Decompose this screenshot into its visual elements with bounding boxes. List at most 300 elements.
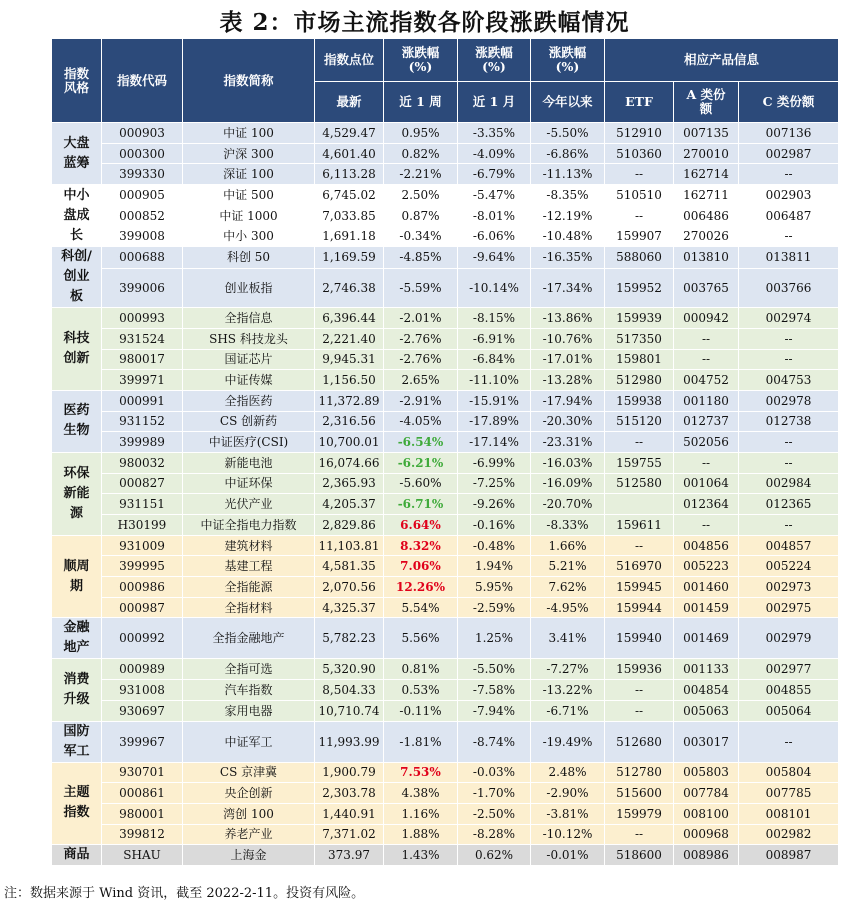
index-code: 399995 bbox=[102, 556, 183, 577]
category-cell: 国防 军工 bbox=[52, 721, 102, 762]
table-row bbox=[52, 349, 839, 370]
index-code: 000861 bbox=[102, 783, 183, 804]
change-ytd: -16.35% bbox=[531, 247, 605, 269]
c-share-code: 003766 bbox=[739, 268, 839, 308]
a-share-code: 005063 bbox=[674, 700, 739, 721]
index-point: 1,691.18 bbox=[315, 226, 384, 247]
c-share-code: 013811 bbox=[739, 247, 839, 269]
etf-code: 159755 bbox=[605, 452, 674, 473]
table-row bbox=[52, 308, 839, 329]
index-name: 沪深 300 bbox=[183, 143, 315, 164]
etf-code: 159907 bbox=[605, 226, 674, 247]
change-ytd: -11.13% bbox=[531, 164, 605, 185]
index-code: 399971 bbox=[102, 370, 183, 391]
change-1w: 4.38% bbox=[384, 783, 458, 804]
change-1w: 0.53% bbox=[384, 680, 458, 701]
change-1m: -17.89% bbox=[458, 411, 531, 432]
a-share-code: 008100 bbox=[674, 803, 739, 824]
change-1w: 1.16% bbox=[384, 803, 458, 824]
change-1w: -6.71% bbox=[384, 494, 458, 515]
index-code: 399989 bbox=[102, 432, 183, 453]
c-share-code: 002978 bbox=[739, 390, 839, 411]
index-name: 全指能源 bbox=[183, 577, 315, 598]
index-point: 2,829.86 bbox=[315, 515, 384, 536]
a-share-code: 270010 bbox=[674, 143, 739, 164]
header-c-share: C 类份额 bbox=[739, 82, 839, 123]
index-code: 980017 bbox=[102, 349, 183, 370]
header-chg-1w: 涨跌幅 (%) bbox=[384, 39, 458, 82]
a-share-code: 007784 bbox=[674, 783, 739, 804]
category-cell: 消费 升级 bbox=[52, 659, 102, 721]
change-ytd: -12.19% bbox=[531, 205, 605, 226]
etf-code: 515120 bbox=[605, 411, 674, 432]
change-1m: -9.64% bbox=[458, 247, 531, 269]
category-cell: 商品 bbox=[52, 845, 102, 866]
index-point: 2,221.40 bbox=[315, 328, 384, 349]
a-share-code: 001460 bbox=[674, 577, 739, 598]
change-1w: 2.50% bbox=[384, 185, 458, 206]
c-share-code: 006487 bbox=[739, 205, 839, 226]
index-point: 2,365.93 bbox=[315, 473, 384, 494]
change-ytd: -4.95% bbox=[531, 597, 605, 618]
change-1w: 0.95% bbox=[384, 123, 458, 144]
a-share-code: 007135 bbox=[674, 123, 739, 144]
change-1m: -0.48% bbox=[458, 535, 531, 556]
index-name: SHS 科技龙头 bbox=[183, 328, 315, 349]
c-share-code: 012738 bbox=[739, 411, 839, 432]
etf-code: 518600 bbox=[605, 845, 674, 866]
change-1w: -4.05% bbox=[384, 411, 458, 432]
change-ytd: -10.76% bbox=[531, 328, 605, 349]
index-name: 中证军工 bbox=[183, 721, 315, 762]
header-etf: ETF bbox=[605, 82, 674, 123]
change-ytd: -10.48% bbox=[531, 226, 605, 247]
table-row bbox=[52, 185, 839, 206]
index-name: 中证医疗(CSI) bbox=[183, 432, 315, 453]
c-share-code: -- bbox=[739, 432, 839, 453]
index-name: CS 京津冀 bbox=[183, 762, 315, 783]
c-share-code: -- bbox=[739, 515, 839, 536]
etf-code: -- bbox=[605, 700, 674, 721]
etf-code: 512980 bbox=[605, 370, 674, 391]
c-share-code: 005804 bbox=[739, 762, 839, 783]
index-name: 全指金融地产 bbox=[183, 618, 315, 659]
header-ytd: 今年以来 bbox=[531, 82, 605, 123]
index-point: 11,103.81 bbox=[315, 535, 384, 556]
header-product-info: 相应产品信息 bbox=[605, 39, 839, 82]
index-name: 全指材料 bbox=[183, 597, 315, 618]
etf-code: 588060 bbox=[605, 247, 674, 269]
a-share-code: 001180 bbox=[674, 390, 739, 411]
index-point: 2,303.78 bbox=[315, 783, 384, 804]
change-ytd: -3.81% bbox=[531, 803, 605, 824]
etf-code: -- bbox=[605, 535, 674, 556]
source-note: 注：数据来源于 Wind 资讯，截至 2022-2-11。投资有风险。 bbox=[4, 886, 365, 901]
change-1w: -5.60% bbox=[384, 473, 458, 494]
etf-code bbox=[605, 494, 674, 515]
change-1w: -2.76% bbox=[384, 349, 458, 370]
change-1m: -6.06% bbox=[458, 226, 531, 247]
index-name: 科创 50 bbox=[183, 247, 315, 269]
index-code: 000905 bbox=[102, 185, 183, 206]
table-row bbox=[52, 618, 839, 659]
change-1w: -0.34% bbox=[384, 226, 458, 247]
etf-code: 512680 bbox=[605, 721, 674, 762]
etf-code: 159940 bbox=[605, 618, 674, 659]
a-share-code: 502056 bbox=[674, 432, 739, 453]
index-code: 000991 bbox=[102, 390, 183, 411]
change-1w: -2.01% bbox=[384, 308, 458, 329]
index-point: 373.97 bbox=[315, 845, 384, 866]
change-1m: -5.50% bbox=[458, 659, 531, 680]
index-name: 中小 300 bbox=[183, 226, 315, 247]
change-ytd: -7.27% bbox=[531, 659, 605, 680]
a-share-code: 004854 bbox=[674, 680, 739, 701]
etf-code: 159939 bbox=[605, 308, 674, 329]
header-a-share: A 类份 额 bbox=[674, 82, 739, 123]
change-1w: 7.06% bbox=[384, 556, 458, 577]
index-point: 10,700.01 bbox=[315, 432, 384, 453]
change-ytd: -2.90% bbox=[531, 783, 605, 804]
index-code: 399812 bbox=[102, 824, 183, 845]
etf-code: 510510 bbox=[605, 185, 674, 206]
change-1m: -15.91% bbox=[458, 390, 531, 411]
index-point: 2,070.56 bbox=[315, 577, 384, 598]
index-point: 6,113.28 bbox=[315, 164, 384, 185]
header-name: 指数简称 bbox=[183, 39, 315, 123]
category-cell: 科创/ 创业 板 bbox=[52, 247, 102, 308]
etf-code: 510360 bbox=[605, 143, 674, 164]
index-name: 中证环保 bbox=[183, 473, 315, 494]
table-row bbox=[52, 268, 839, 308]
change-ytd: -6.71% bbox=[531, 700, 605, 721]
table-row bbox=[52, 205, 839, 226]
change-1w: 1.88% bbox=[384, 824, 458, 845]
table-title: 表 2：市场主流指数各阶段涨跌幅情况 bbox=[219, 9, 630, 36]
change-1m: 5.95% bbox=[458, 577, 531, 598]
change-1w: 6.64% bbox=[384, 515, 458, 536]
c-share-code: 004855 bbox=[739, 680, 839, 701]
c-share-code: 007136 bbox=[739, 123, 839, 144]
table-row bbox=[52, 556, 839, 577]
index-name: 全指信息 bbox=[183, 308, 315, 329]
header-code: 指数代码 bbox=[102, 39, 183, 123]
c-share-code: 002979 bbox=[739, 618, 839, 659]
index-code: 000903 bbox=[102, 123, 183, 144]
index-point: 11,993.99 bbox=[315, 721, 384, 762]
change-1w: 5.54% bbox=[384, 597, 458, 618]
change-1m: -6.84% bbox=[458, 349, 531, 370]
change-ytd: 3.41% bbox=[531, 618, 605, 659]
category-cell: 科技 创新 bbox=[52, 308, 102, 391]
etf-code: 159938 bbox=[605, 390, 674, 411]
change-1m: 1.25% bbox=[458, 618, 531, 659]
change-1w: 8.32% bbox=[384, 535, 458, 556]
change-1m: 1.94% bbox=[458, 556, 531, 577]
change-1m: -7.94% bbox=[458, 700, 531, 721]
change-1m: -5.47% bbox=[458, 185, 531, 206]
table-row bbox=[52, 494, 839, 515]
index-name: 湾创 100 bbox=[183, 803, 315, 824]
change-1w: -2.21% bbox=[384, 164, 458, 185]
change-ytd: -16.09% bbox=[531, 473, 605, 494]
index-point: 2,316.56 bbox=[315, 411, 384, 432]
index-point: 1,156.50 bbox=[315, 370, 384, 391]
category-cell: 环保 新能 源 bbox=[52, 452, 102, 535]
index-code: 000852 bbox=[102, 205, 183, 226]
change-1m: -2.50% bbox=[458, 803, 531, 824]
a-share-code: 012737 bbox=[674, 411, 739, 432]
index-code: 931008 bbox=[102, 680, 183, 701]
category-cell: 金融 地产 bbox=[52, 618, 102, 659]
index-code: 000987 bbox=[102, 597, 183, 618]
a-share-code: -- bbox=[674, 452, 739, 473]
index-code: 000827 bbox=[102, 473, 183, 494]
etf-code: 517350 bbox=[605, 328, 674, 349]
category-cell: 医药 生物 bbox=[52, 390, 102, 452]
change-1w: 7.53% bbox=[384, 762, 458, 783]
change-ytd: -13.22% bbox=[531, 680, 605, 701]
etf-code: 159979 bbox=[605, 803, 674, 824]
index-point: 11,372.89 bbox=[315, 390, 384, 411]
a-share-code: 005803 bbox=[674, 762, 739, 783]
etf-code: -- bbox=[605, 432, 674, 453]
table-row bbox=[52, 123, 839, 144]
a-share-code: 001459 bbox=[674, 597, 739, 618]
c-share-code: -- bbox=[739, 721, 839, 762]
a-share-code: 003017 bbox=[674, 721, 739, 762]
a-share-code: 001133 bbox=[674, 659, 739, 680]
change-1m: -0.03% bbox=[458, 762, 531, 783]
table-row bbox=[52, 143, 839, 164]
table-row bbox=[52, 680, 839, 701]
change-1m: -9.26% bbox=[458, 494, 531, 515]
index-code: 399006 bbox=[102, 268, 183, 308]
index-point: 1,169.59 bbox=[315, 247, 384, 269]
c-share-code: -- bbox=[739, 164, 839, 185]
change-ytd: -13.86% bbox=[531, 308, 605, 329]
change-1m: -0.16% bbox=[458, 515, 531, 536]
change-1m: -2.59% bbox=[458, 597, 531, 618]
index-code: 000992 bbox=[102, 618, 183, 659]
change-ytd: -13.28% bbox=[531, 370, 605, 391]
change-ytd: -0.01% bbox=[531, 845, 605, 866]
index-name: 中证 100 bbox=[183, 123, 315, 144]
header-chg-1m: 涨跌幅 (%) bbox=[458, 39, 531, 82]
c-share-code: 002973 bbox=[739, 577, 839, 598]
change-1m: -10.14% bbox=[458, 268, 531, 308]
table-row bbox=[52, 597, 839, 618]
change-ytd: -5.50% bbox=[531, 123, 605, 144]
index-code: SHAU bbox=[102, 845, 183, 866]
index-point: 10,710.74 bbox=[315, 700, 384, 721]
table-row bbox=[52, 824, 839, 845]
change-1w: 1.43% bbox=[384, 845, 458, 866]
c-share-code: 002977 bbox=[739, 659, 839, 680]
index-point: 4,581.35 bbox=[315, 556, 384, 577]
c-share-code: 002987 bbox=[739, 143, 839, 164]
table-row bbox=[52, 226, 839, 247]
etf-code: -- bbox=[605, 824, 674, 845]
index-name: 基建工程 bbox=[183, 556, 315, 577]
change-1w: 2.65% bbox=[384, 370, 458, 391]
etf-code: -- bbox=[605, 164, 674, 185]
table-row bbox=[52, 577, 839, 598]
index-point: 7,033.85 bbox=[315, 205, 384, 226]
index-name: 国证芯片 bbox=[183, 349, 315, 370]
category-cell: 主题 指数 bbox=[52, 762, 102, 845]
table-row bbox=[52, 700, 839, 721]
c-share-code: -- bbox=[739, 328, 839, 349]
c-share-code: 004857 bbox=[739, 535, 839, 556]
change-1w: 0.87% bbox=[384, 205, 458, 226]
header-style: 指数 风格 bbox=[52, 39, 102, 123]
table-row bbox=[52, 721, 839, 762]
change-1w: 12.26% bbox=[384, 577, 458, 598]
a-share-code: 001064 bbox=[674, 473, 739, 494]
table-row bbox=[52, 247, 839, 269]
etf-code: -- bbox=[605, 205, 674, 226]
c-share-code: 002974 bbox=[739, 308, 839, 329]
index-point: 1,900.79 bbox=[315, 762, 384, 783]
c-share-code: -- bbox=[739, 349, 839, 370]
c-share-code: -- bbox=[739, 452, 839, 473]
table-row bbox=[52, 432, 839, 453]
change-ytd: -19.49% bbox=[531, 721, 605, 762]
header-month: 近 1 月 bbox=[458, 82, 531, 123]
change-1w: -0.11% bbox=[384, 700, 458, 721]
header-chg-ytd: 涨跌幅 (%) bbox=[531, 39, 605, 82]
index-name: 全指医药 bbox=[183, 390, 315, 411]
index-point: 7,371.02 bbox=[315, 824, 384, 845]
a-share-code: -- bbox=[674, 349, 739, 370]
index-point: 4,529.47 bbox=[315, 123, 384, 144]
change-1w: -4.85% bbox=[384, 247, 458, 269]
etf-code: 512910 bbox=[605, 123, 674, 144]
table-body bbox=[52, 123, 839, 866]
table-row bbox=[52, 783, 839, 804]
change-1w: 0.82% bbox=[384, 143, 458, 164]
change-ytd: 1.66% bbox=[531, 535, 605, 556]
index-code: 000986 bbox=[102, 577, 183, 598]
index-point: 4,205.37 bbox=[315, 494, 384, 515]
a-share-code: 012364 bbox=[674, 494, 739, 515]
change-ytd: -20.70% bbox=[531, 494, 605, 515]
change-1w: -1.81% bbox=[384, 721, 458, 762]
a-share-code: 001469 bbox=[674, 618, 739, 659]
a-share-code: 005223 bbox=[674, 556, 739, 577]
change-ytd: 2.48% bbox=[531, 762, 605, 783]
change-ytd: -17.94% bbox=[531, 390, 605, 411]
change-1m: -7.25% bbox=[458, 473, 531, 494]
index-point: 1,440.91 bbox=[315, 803, 384, 824]
index-code: 930697 bbox=[102, 700, 183, 721]
change-ytd: 7.62% bbox=[531, 577, 605, 598]
index-name: 中证 1000 bbox=[183, 205, 315, 226]
table-row bbox=[52, 473, 839, 494]
change-ytd: -8.33% bbox=[531, 515, 605, 536]
change-1m: -8.28% bbox=[458, 824, 531, 845]
a-share-code: 162711 bbox=[674, 185, 739, 206]
change-1m: -3.35% bbox=[458, 123, 531, 144]
index-point: 8,504.33 bbox=[315, 680, 384, 701]
index-name: 全指可选 bbox=[183, 659, 315, 680]
change-1m: -8.15% bbox=[458, 308, 531, 329]
change-1w: -2.76% bbox=[384, 328, 458, 349]
c-share-code: 002903 bbox=[739, 185, 839, 206]
a-share-code: 270026 bbox=[674, 226, 739, 247]
change-1w: 0.81% bbox=[384, 659, 458, 680]
change-ytd: -17.01% bbox=[531, 349, 605, 370]
a-share-code: 006486 bbox=[674, 205, 739, 226]
table-row bbox=[52, 659, 839, 680]
change-1m: -8.01% bbox=[458, 205, 531, 226]
header-latest: 最新 bbox=[315, 82, 384, 123]
etf-code: 159611 bbox=[605, 515, 674, 536]
index-code: 931524 bbox=[102, 328, 183, 349]
index-code: 399330 bbox=[102, 164, 183, 185]
index-code: 930701 bbox=[102, 762, 183, 783]
change-1m: 0.62% bbox=[458, 845, 531, 866]
index-point: 6,745.02 bbox=[315, 185, 384, 206]
change-1w: -2.91% bbox=[384, 390, 458, 411]
index-point: 16,074.66 bbox=[315, 452, 384, 473]
change-ytd: -8.35% bbox=[531, 185, 605, 206]
index-code: 000688 bbox=[102, 247, 183, 269]
category-cell: 顺周 期 bbox=[52, 535, 102, 618]
etf-code: 159801 bbox=[605, 349, 674, 370]
change-1m: -7.58% bbox=[458, 680, 531, 701]
table-row bbox=[52, 535, 839, 556]
change-ytd: -17.34% bbox=[531, 268, 605, 308]
index-code: 980001 bbox=[102, 803, 183, 824]
index-point: 5,782.23 bbox=[315, 618, 384, 659]
table-row bbox=[52, 515, 839, 536]
change-ytd: -6.86% bbox=[531, 143, 605, 164]
c-share-code: 002982 bbox=[739, 824, 839, 845]
table-row bbox=[52, 164, 839, 185]
index-code: 399967 bbox=[102, 721, 183, 762]
index-name: 深证 100 bbox=[183, 164, 315, 185]
index-code: 931152 bbox=[102, 411, 183, 432]
c-share-code: 004753 bbox=[739, 370, 839, 391]
a-share-code: 004752 bbox=[674, 370, 739, 391]
index-code: H30199 bbox=[102, 515, 183, 536]
index-code: 931009 bbox=[102, 535, 183, 556]
etf-code: 159944 bbox=[605, 597, 674, 618]
a-share-code: 013810 bbox=[674, 247, 739, 269]
etf-code: 159952 bbox=[605, 268, 674, 308]
change-1m: -1.70% bbox=[458, 783, 531, 804]
etf-code: -- bbox=[605, 680, 674, 701]
index-code: 000300 bbox=[102, 143, 183, 164]
change-ytd: 5.21% bbox=[531, 556, 605, 577]
change-1m: -8.74% bbox=[458, 721, 531, 762]
change-1m: -6.91% bbox=[458, 328, 531, 349]
header-point: 指数点位 bbox=[315, 39, 384, 82]
change-1m: -6.79% bbox=[458, 164, 531, 185]
change-ytd: -23.31% bbox=[531, 432, 605, 453]
change-1m: -11.10% bbox=[458, 370, 531, 391]
c-share-code: 008987 bbox=[739, 845, 839, 866]
change-1w: -6.54% bbox=[384, 432, 458, 453]
index-performance-table bbox=[51, 38, 839, 866]
index-name: 汽车指数 bbox=[183, 680, 315, 701]
index-code: 980032 bbox=[102, 452, 183, 473]
index-name: 中证传媒 bbox=[183, 370, 315, 391]
c-share-code: -- bbox=[739, 226, 839, 247]
etf-code: 512780 bbox=[605, 762, 674, 783]
